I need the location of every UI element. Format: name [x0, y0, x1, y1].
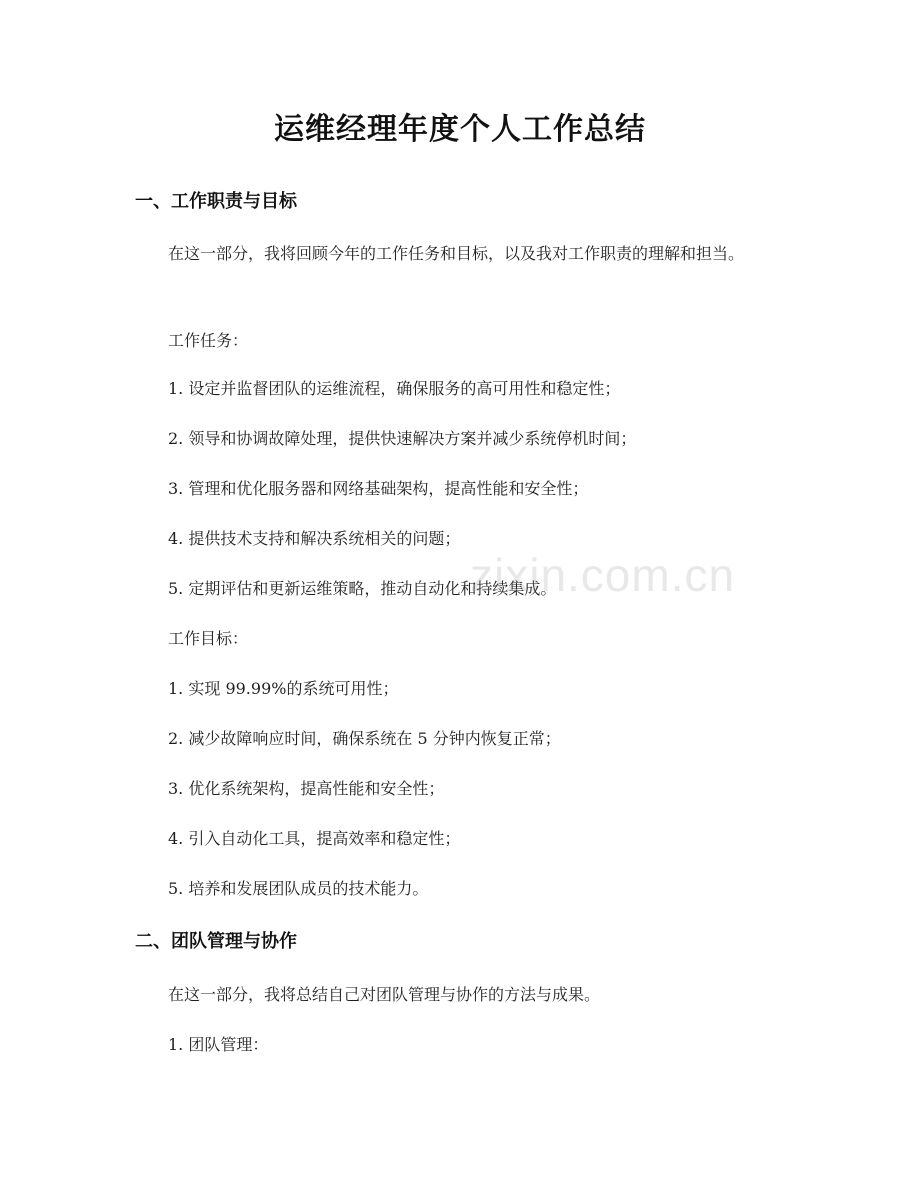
task-item-4: 4. 提供技术支持和解决系统相关的问题；: [168, 529, 461, 548]
task-item-5: 5. 定期评估和更新运维策略，推动自动化和持续集成。: [168, 579, 557, 598]
document-title: 运维经理年度个人工作总结: [274, 112, 646, 147]
goal-item-2: 2. 减少故障响应时间，确保系统在 5 分钟内恢复正常；: [168, 729, 561, 748]
task-item-1: 1. 设定并监督团队的运维流程，确保服务的高可用性和稳定性；: [168, 379, 621, 398]
goal-item-4: 4. 引入自动化工具，提高效率和稳定性；: [168, 829, 461, 848]
goal-item-5: 5. 培养和发展团队成员的技术能力。: [168, 879, 429, 898]
section2-intro: 在这一部分，我将总结自己对团队管理与协作的方法与成果。: [168, 985, 601, 1004]
section-heading-2: 二、团队管理与协作: [135, 931, 297, 952]
goal-item-1: 1. 实现 99.99%的系统可用性；: [168, 679, 399, 698]
section-heading-1: 一、工作职责与目标: [135, 191, 297, 212]
watermark: zixin.com.cn: [470, 549, 736, 601]
task-item-3: 3. 管理和优化服务器和网络基础架构，提高性能和安全性；: [168, 479, 589, 498]
tasks-label: 工作任务：: [168, 331, 249, 350]
section1-intro: 在这一部分，我将回顾今年的工作任务和目标，以及我对工作职责的理解和担当。: [168, 244, 745, 263]
task-item-2: 2. 领导和协调故障处理，提供快速解决方案并减少系统停机时间；: [168, 429, 637, 448]
goals-label: 工作目标：: [168, 629, 249, 648]
section2-sub1: 1. 团队管理：: [168, 1035, 269, 1054]
goal-item-3: 3. 优化系统架构，提高性能和安全性；: [168, 779, 445, 798]
